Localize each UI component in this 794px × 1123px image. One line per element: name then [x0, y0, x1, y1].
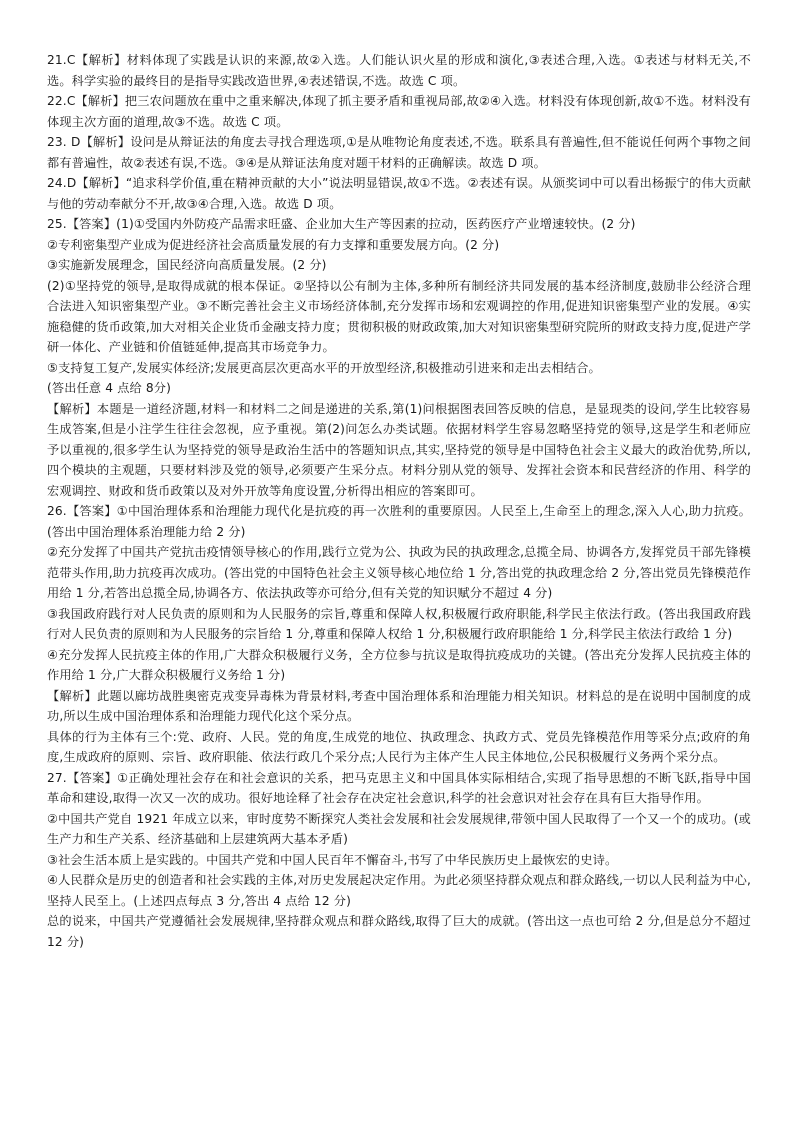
answer-25-part2-point5: ⑤支持复工复产,发展实体经济;发展更高层次更高水平的开放型经济,积极推动引进来和走出去相结合。 [47, 360, 601, 375]
answer-27-point1: 27.【答案】①正确处理社会存在和社会意识的关系，把马克思主义和中国具体实际相结合,实现了指导思想的不断飞跃,指导中国革命和建设,取得一次又一次的成功。很好地诠释了社会存在决定社会意识,科学的社会意识对社会存在具有巨大指导作用。 [47, 770, 751, 805]
answer-25-scoring-note: (答出任意 4 点给 8分) [47, 381, 172, 395]
answer-25-part1-point1: 25.【答案】(1)①受国内外防疫产品需求旺盛、企业加大生产等因素的拉动，医药医疗产业增速较快。(2 分) [47, 217, 636, 231]
answer-25-part1-point3: ③实施新发展理念，国民经济向高质量发展。(2 分) [47, 258, 327, 272]
answer-26-point4: ④充分发挥人民抗疫主体的作用,广大群众积极履行义务，全方位参与抗议是取得抗疫成功的关键。(答出充分发挥人民抗疫主体的作用给 1 分,广大群众积极履行义务给 1 分) [47, 647, 751, 682]
answer-27-point4: ④人民群众是历史的创造者和社会实践的主体,对历史发展起决定作用。为此必须坚持群众观点和群众路线,一切以人民利益为中心,坚持人民至上。(上述四点每点 3 分,答出 4 点给 12 分) [47, 873, 751, 908]
answer-25-analysis: 【解析】本题是一道经济题,材料一和材料二之间是递进的关系,第(1)问根据图表回答反映的信息，是显现类的设问,学生比较容易生成答案,但是小注学生往往会忽视，应予重视。第(2)问怎么办类试题。依据材料学生容易忽略坚持党的领导,这是学生和老师应予以重视的,很多学生认为坚持党的领导是政治生活中的答题知识点,其实,坚持党的领导是中国特色社会主义最大的政治优势,所以,四个模块的主观题，只要材料涉及党的领导,必须要产生采分点。材料分别从党的领导、发挥社会资本和民营经济的作用、科学的宏观调控、财政和货币政策以及对外开放等角度设置,分析得出相应的答案即可。 [47, 401, 751, 498]
answer-26-point1: 26.【答案】①中国治理体系和治理能力现代化是抗疫的再一次胜利的重要原因。人民至上,生命至上的理念,深入人心,助力抗疫。(答出中国治理体系治理能力给 2 分) [47, 504, 751, 539]
answer-26-analysis: 【解析】此题以廊坊战胜奥密克戎变异毒株为背景材料,考查中国治理体系和治理能力相关知识。材料总的是在说明中国制度的成功,所以生成中国治理体系和治理能力现代化这个采分点。 [47, 688, 751, 723]
answer-26-analysis-detail: 具体的行为主体有三个:党、政府、人民。党的角度,生成党的地位、执政理念、执政方式、党员先锋模范作用等采分点;政府的角度,生成政府的原则、宗旨、政府职能、依法行政几个采分点;人民行为主体产生人民主体地位,公民积极履行义务两个采分点。 [47, 729, 751, 764]
answer-26-point2: ②充分发挥了中国共产党抗击疫情领导核心的作用,践行立党为公、执政为民的执政理念,总揽全局、协调各方,发挥党员干部先锋模范带头作用,助力抗疫再次成功。(答出党的中国特色社会主义领导核心地位给 1 分,答出党的执政理念给 2 分,答出党员先锋模范作用给 1 分,若答出总揽全局,协调各方、依法执政等亦可给分,但有关党的知识赋分不超过 4 分) [47, 545, 751, 600]
answer-27-point2: ②中国共产党自 1921 年成立以来，审时度势不断探究人类社会发展和社会发展规律,带领中国人民取得了一个又一个的成功。(或生产力和生产关系、经济基础和上层建筑两大基本矛盾) [47, 811, 751, 846]
answer-21: 21.C【解析】材料体现了实践是认识的来源,故②入选。人们能认识火星的形成和演化,③表述合理,入选。①表述与材料无关,不选。科学实验的最终目的是指导实践改造世界,④表述错误,不选。故选 C 项。 [47, 53, 751, 88]
answer-22: 22.C【解析】把三农问题放在重中之重来解决,体现了抓主要矛盾和重视局部,故②④入选。材料没有体现创新,故①不选。材料没有体现主次方面的道理,故③不选。故选 C 项。 [47, 94, 751, 129]
answer-25-part2: (2)①坚持党的领导,是取得成就的根本保证。②坚持以公有制为主体,多种所有制经济共同发展的基本经济制度,鼓励非公经济合理合法进入知识密集型产业。③不断完善社会主义市场经济体制,充分发挥市场和宏观调控的作用,促进知识密集型产业的发展。④实施稳健的货币政策,加大对相关企业货币金融支持力度；贯彻积极的财政政策,加大对知识密集型研究院所的财政支持力度,促进产学研一体化、产业链和价值链延伸,提高其市场竞争力。 [47, 278, 751, 354]
answer-26-point3: ③我国政府践行对人民负责的原则和为人民服务的宗旨,尊重和保障人权,积极履行政府职能,科学民主依法行政。(答出我国政府践行对人民负责的原则和为人民服务的宗旨给 1 分,尊重和保障人权给 1 分,积极履行政府职能给 1 分,科学民主依法行政给 1 分) [47, 606, 751, 641]
answer-24: 24.D【解析】“追求科学价值,重在精神贡献的大小”说法明显错误,故①不选。②表述有误。从颁奖词中可以看出杨振宁的伟大贡献与他的劳动奉献分不开,故③④合理,入选。故选 D 项。 [47, 176, 751, 211]
answer-23: 23. D【解析】设问是从辩证法的角度去寻找合理选项,①是从唯物论角度表述,不选。联系具有普遍性,但不能说任何两个事物之间都有普遍性，故②表述有误,不选。③④是从辩证法角度对题干材料的正确解读。故选 D 项。 [47, 135, 751, 170]
answer-25-part1-point2: ②专利密集型产业成为促进经济社会高质量发展的有力支撑和重要发展方向。(2 分) [47, 237, 500, 252]
answer-document [47, 50, 751, 952]
answer-27-summary: 总的说来，中国共产党遵循社会发展规律,坚持群众观点和群众路线,取得了巨大的成就。(答出这一点也可给 2 分,但是总分不超过 12 分) [47, 914, 751, 949]
answer-27-point3: ③社会生活本质上是实践的。中国共产党和中国人民百年不懈奋斗,书写了中华民族历史上最恢宏的史诗。 [47, 852, 618, 867]
